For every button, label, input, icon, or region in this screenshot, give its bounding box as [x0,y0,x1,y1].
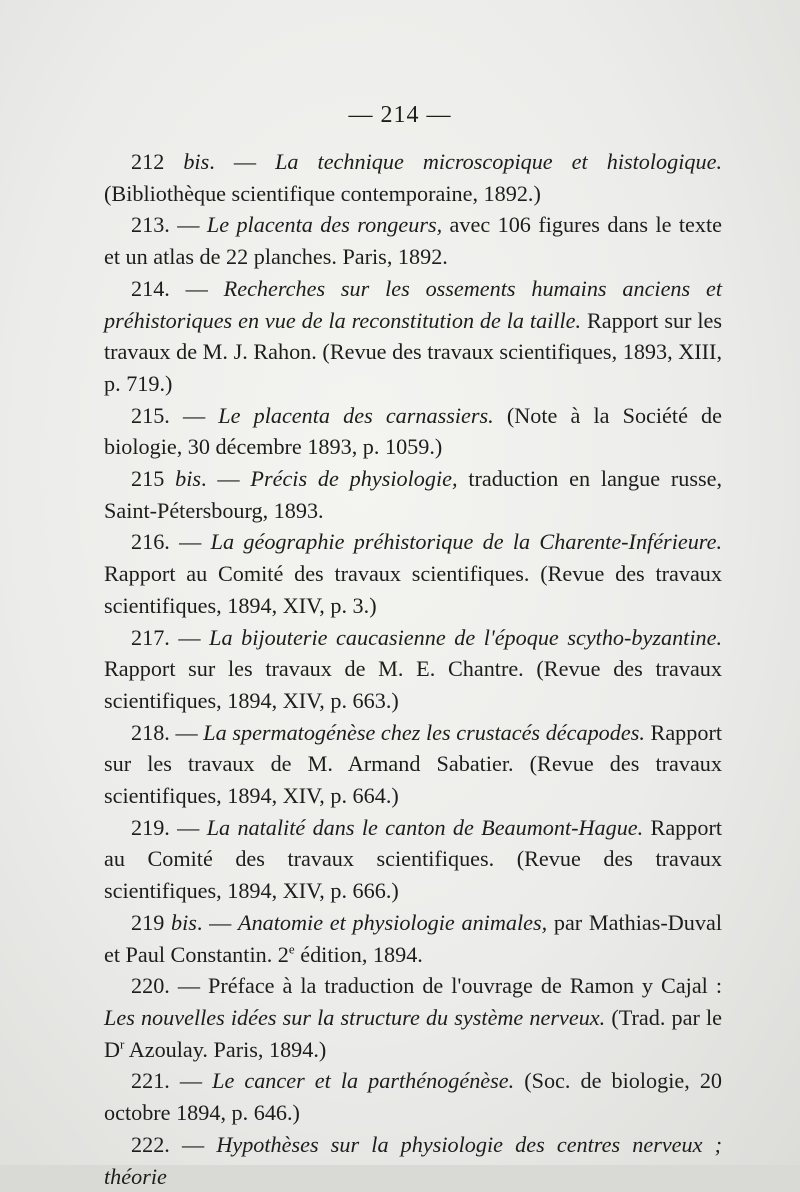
entry-title: La géographie préhistorique de la Charente-Inférieure. [210,529,723,555]
entry-number: 215 [131,466,176,492]
entry-details: Azoulay. Paris, 1894.) [124,1036,327,1062]
entry-title: Le placenta des carnassiers. [218,402,494,428]
entry-details: traduction en langue russe, Saint-Pétersbourg, 1893. [104,466,723,523]
entry-separator: . — [164,814,207,840]
bibliography-entry [104,273,722,400]
entry-title: La natalité dans le canton de Beaumont-Hague. [206,814,644,840]
entry-details: Rapport au Comité des travaux scientifiques. (Revue des travaux scientifiques, 1894, XIV, p. 3.) [104,561,722,618]
entry-lead-text: Préface à la traduction de l'ouvrage de Ramon y Cajal : [208,973,723,999]
entry-number: 221 [131,1068,165,1094]
entry-details: (Note à la Société de biologie, 30 décembre 1893, p. 1059.) [104,402,722,460]
entry-separator: . — [164,402,219,428]
entry-separator: . — [209,149,276,174]
entry-number: 218 [131,719,165,745]
bibliography-entry [104,209,722,272]
entry-number: 219 [131,909,171,935]
entry-details: avec 106 figures dans le texte et un atlas de 22 planches. Paris, 1892. [104,212,722,270]
entry-separator: . — [201,466,251,492]
entry-details: par Mathias-Duval et Paul Constantin. 2 [104,909,722,967]
entry-separator: . — [164,719,204,745]
entry-separator: . — [164,275,224,301]
entry-title: Anatomie et physiologie animales, [238,909,548,935]
entry-title: Hypothèses sur la physiologie des centres nerveux ; théorie [104,1131,723,1189]
entry-number: 215 [131,402,165,428]
bibliography-entry [104,1129,722,1192]
entry-number: 217 [131,624,165,650]
entry-number: 220 [131,973,165,999]
bibliography-entry [104,907,722,970]
entry-details: Rapport sur les travaux de M. Armand Sabatier. (Revue des travaux scientifiques, 1894, XIV, p. 664.) [104,719,723,809]
entry-details: (Bibliothèque scientifique contemporaine, 1892.) [104,180,541,206]
entry-title: La technique microscopique et histologique. [275,149,722,174]
entry-separator: . — [164,1068,213,1094]
entry-title: Le cancer et la parthénogénèse. [212,1068,515,1094]
entry-superscript: r [120,1036,125,1052]
entry-separator: . — [164,529,211,555]
bibliography-entry [104,622,722,717]
entry-title: La bijouterie caucasienne de l'époque scytho-byzantine. [209,624,722,650]
entry-separator: . — [164,624,210,650]
entry-number-suffix: bis [175,466,202,492]
entry-separator: . — [164,212,207,238]
entry-number: 214 [131,275,165,301]
bibliography-entry [104,400,722,463]
entry-separator: . — [164,973,209,999]
entry-title: Recherches sur les ossements humains anciens et préhistoriques en vue de la reconstitution de la taille. [104,275,722,333]
bibliography-entry [104,717,722,812]
entry-details: Rapport sur les travaux de M. E. Chantre. (Revue des travaux scientifiques, 1894, XIV, p. 663.) [104,656,722,713]
entry-number: 219 [131,814,165,840]
entry-number: 222 [131,1131,165,1157]
bibliography-entry [104,1065,722,1128]
bibliography-entry [104,463,722,526]
page-number: — 214 — [348,102,452,128]
bibliography-entry [104,146,722,209]
entry-details: (Trad. par le D [104,1004,722,1062]
bibliography-entry [104,526,722,621]
entry-superscript: e [288,941,295,957]
entry-separator: . — [196,909,239,935]
entry-details: édition, 1894. [294,941,423,967]
entry-number: 212 [131,149,184,174]
entry-number: 216 [131,529,165,555]
entry-number: 213 [131,212,165,238]
entry-title: La spermatogénèse chez les crustacés décapodes. [203,719,645,745]
bibliography-list [104,146,722,1192]
entry-separator: . — [164,1131,217,1157]
entry-details: Rapport au Comité des travaux scientifiques. (Revue des travaux scientifiques, 1894, XIV, p. 666.) [104,814,723,904]
entry-details: (Soc. de biologie, 20 octobre 1894, p. 646.) [104,1068,723,1126]
entry-details: Rapport sur les travaux de M. J. Rahon. (Revue des travaux scientifiques, 1893, XIII, p. 719.) [104,307,723,396]
entry-number-suffix: bis [170,909,197,935]
entry-title: Les nouvelles idées sur la structure du système nerveux. [104,1004,606,1030]
bibliography-entry [104,812,722,907]
entry-number-suffix: bis [183,149,210,174]
entry-title: Précis de physiologie, [250,466,458,492]
entry-title: Le placenta des rongeurs, [206,212,443,238]
bibliography-entry [104,970,722,1065]
